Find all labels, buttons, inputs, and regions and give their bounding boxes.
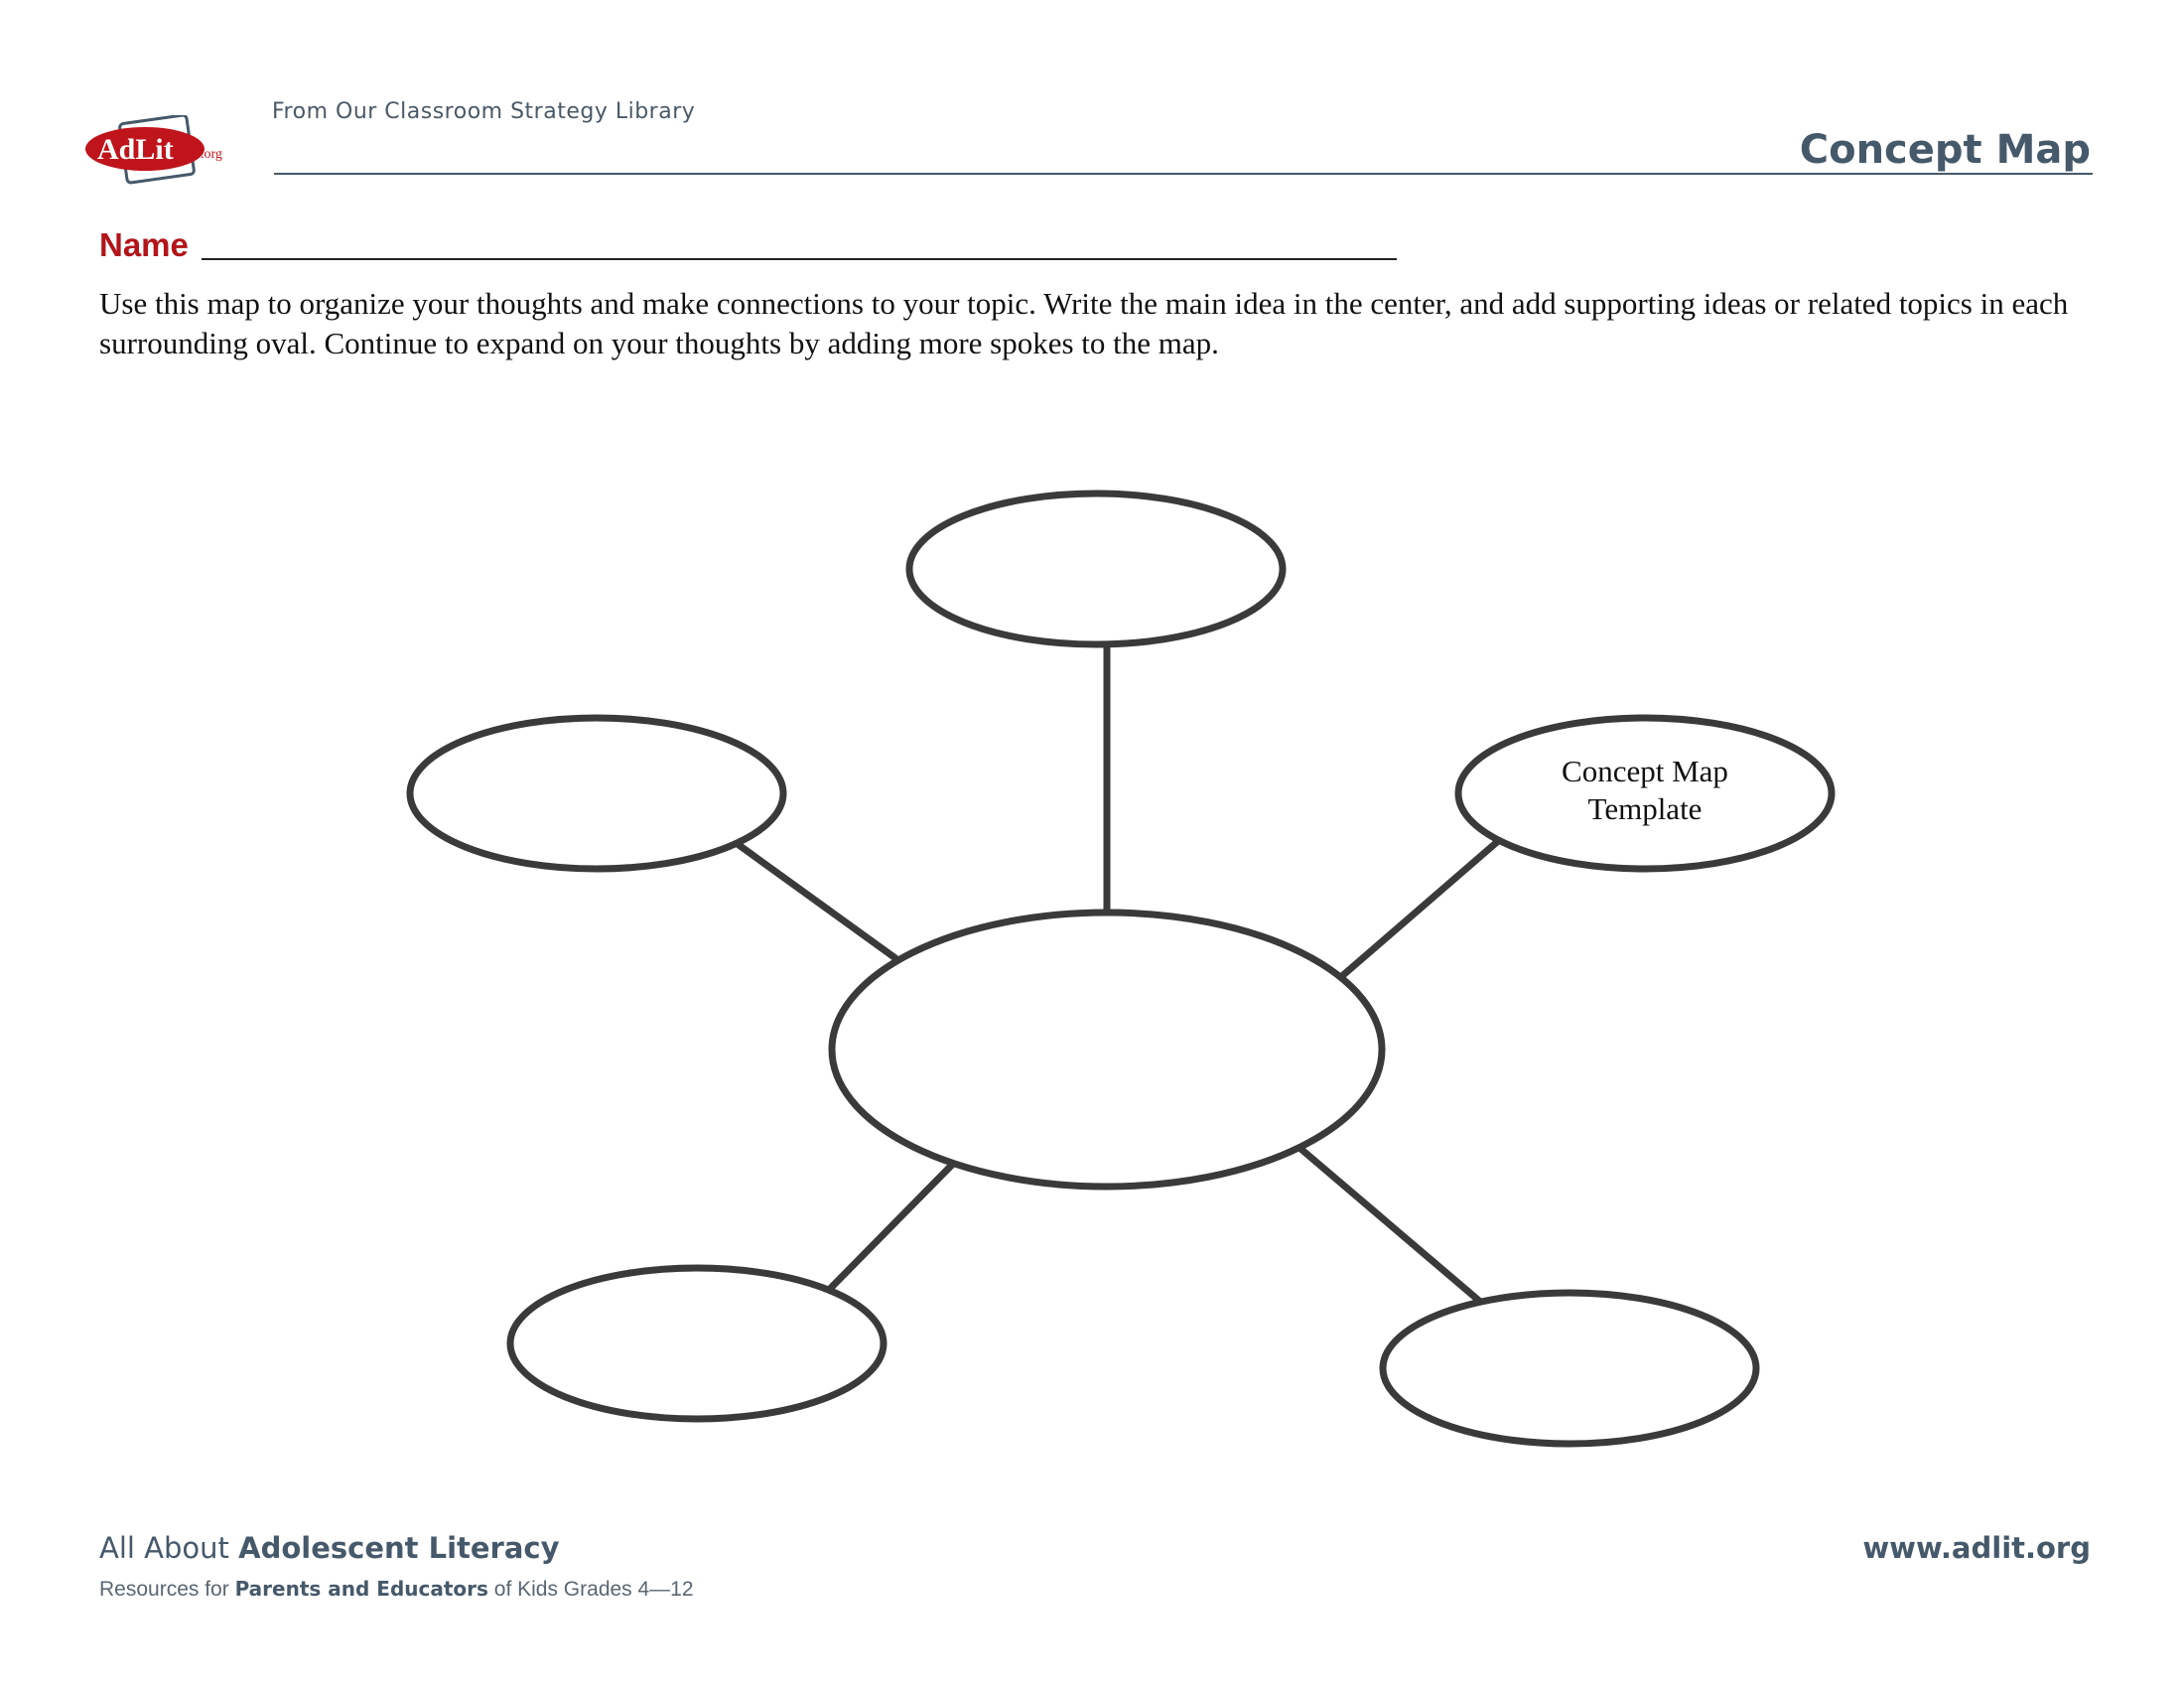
sub-prefix: Resources for xyxy=(99,1578,235,1601)
spoke-connector-lower-right xyxy=(1298,1147,1479,1301)
site-url-link[interactable]: www.adlit.org xyxy=(1862,1531,2091,1565)
logo-suffix: .org xyxy=(201,147,222,162)
spoke-oval-upper-left[interactable] xyxy=(410,718,783,869)
spoke-connector-upper-left xyxy=(735,842,895,958)
name-label: Name xyxy=(99,226,189,263)
spoke-oval-lower-left[interactable] xyxy=(510,1268,884,1419)
footer-tagline xyxy=(99,1531,694,1565)
spoke-connector-upper-right xyxy=(1343,842,1497,975)
spoke-oval-lower-right[interactable] xyxy=(1383,1293,1756,1444)
sub-bold: Parents and Educators xyxy=(234,1577,488,1601)
tagline-bold: Adolescent Literacy xyxy=(238,1531,560,1565)
center-oval[interactable] xyxy=(832,913,1382,1187)
logo-text: AdLit xyxy=(97,133,174,166)
spoke-label-upper-right-line-1: Concept Map xyxy=(1562,754,1728,788)
library-label: From Our Classroom Strategy Library xyxy=(272,99,696,124)
spoke-oval-top[interactable] xyxy=(909,493,1283,644)
footer-subtagline xyxy=(99,1577,694,1602)
footer-tagline-block xyxy=(99,1531,694,1602)
spoke-connector-lower-left xyxy=(831,1162,955,1288)
page-title: Concept Map xyxy=(1799,127,2091,173)
tagline-prefix: All About xyxy=(99,1531,239,1565)
instructions-text: Use this map to organize your thoughts and make connections to your topic. Write the main idea in the center, and add supporting ideas or related topics in each surrounding oval. Continue to expand on your thoughts by adding more spokes to the map. xyxy=(99,286,2069,360)
sub-suffix: of Kids Grades 4—12 xyxy=(487,1578,694,1601)
spoke-label-upper-right-line-2: Template xyxy=(1587,791,1703,826)
